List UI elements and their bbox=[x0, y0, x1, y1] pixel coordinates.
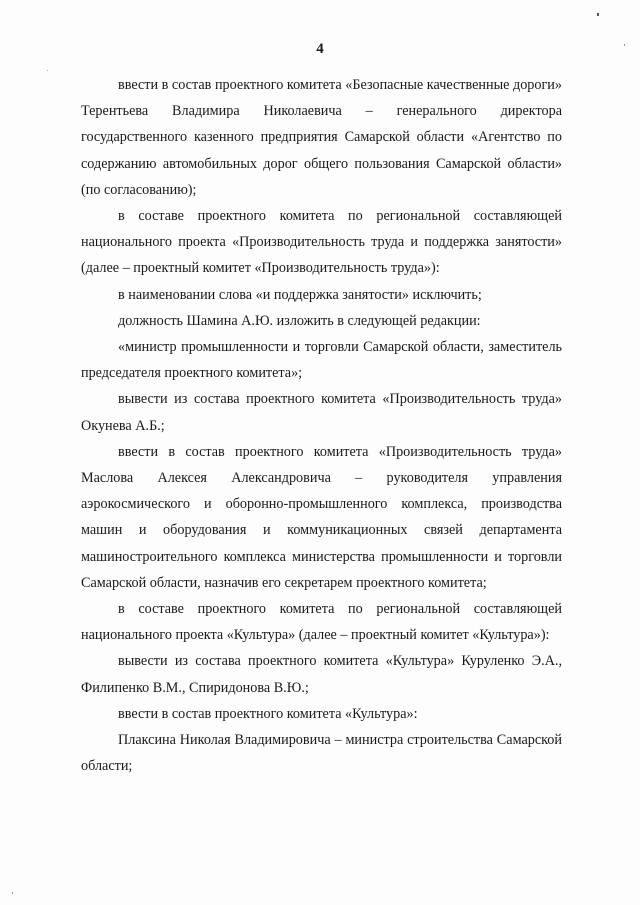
page-number: 4 bbox=[316, 41, 324, 57]
document-body bbox=[81, 72, 562, 779]
paragraph: ввести в состав проектного комитета «Безопасные качественные дороги» Терентьева Владимира Николаевича – генерального директора государственного казенного предприятия Самарской области «Агентство по содержанию автомобильных дорог общего пользования Самарской области» (по согласованию); bbox=[81, 77, 562, 198]
scan-speck bbox=[12, 892, 13, 894]
paragraph: в составе проектного комитета по региональной составляющей национального проекта «Культура» (далее – проектный комитет «Культура»): bbox=[81, 601, 562, 644]
scan-speck bbox=[47, 70, 48, 71]
paragraph: ввести в состав проектного комитета «Производительность труда» Маслова Алексея Александровича – руководителя управления аэрокосмического и оборонно-промышленного комплекса, производства машин и оборудования и коммуникационных связей департамента машиностроительного комплекса министерства промышленности и торговли Самарской области, назначив его секретарем проектного комитета; bbox=[81, 443, 562, 591]
paragraph: должность Шамина А.Ю. изложить в следующей редакции: bbox=[118, 312, 481, 329]
scan-speck bbox=[597, 13, 599, 16]
paragraph: ввести в состав проектного комитета «Культура»: bbox=[118, 705, 418, 722]
paragraph: Плаксина Николая Владимировича – министра строительства Самарской области; bbox=[81, 732, 562, 775]
paragraph: вывести из состава проектного комитета «Культура» Куруленко Э.А., Филипенко В.М., Спиридонова В.Ю.; bbox=[81, 653, 562, 696]
paragraph: «министр промышленности и торговли Самарской области, заместитель председателя проектного комитета»; bbox=[81, 339, 562, 382]
scan-speck bbox=[624, 44, 625, 46]
paragraph: в составе проектного комитета по региональной составляющей национального проекта «Производительность труда и поддержка занятости» (далее – проектный комитет «Производительность труда»): bbox=[81, 208, 562, 277]
paragraph: в наименовании слова «и поддержка занятости» исключить; bbox=[118, 286, 482, 303]
paragraph: вывести из состава проектного комитета «Производительность труда» Окунева А.Б.; bbox=[81, 391, 562, 434]
